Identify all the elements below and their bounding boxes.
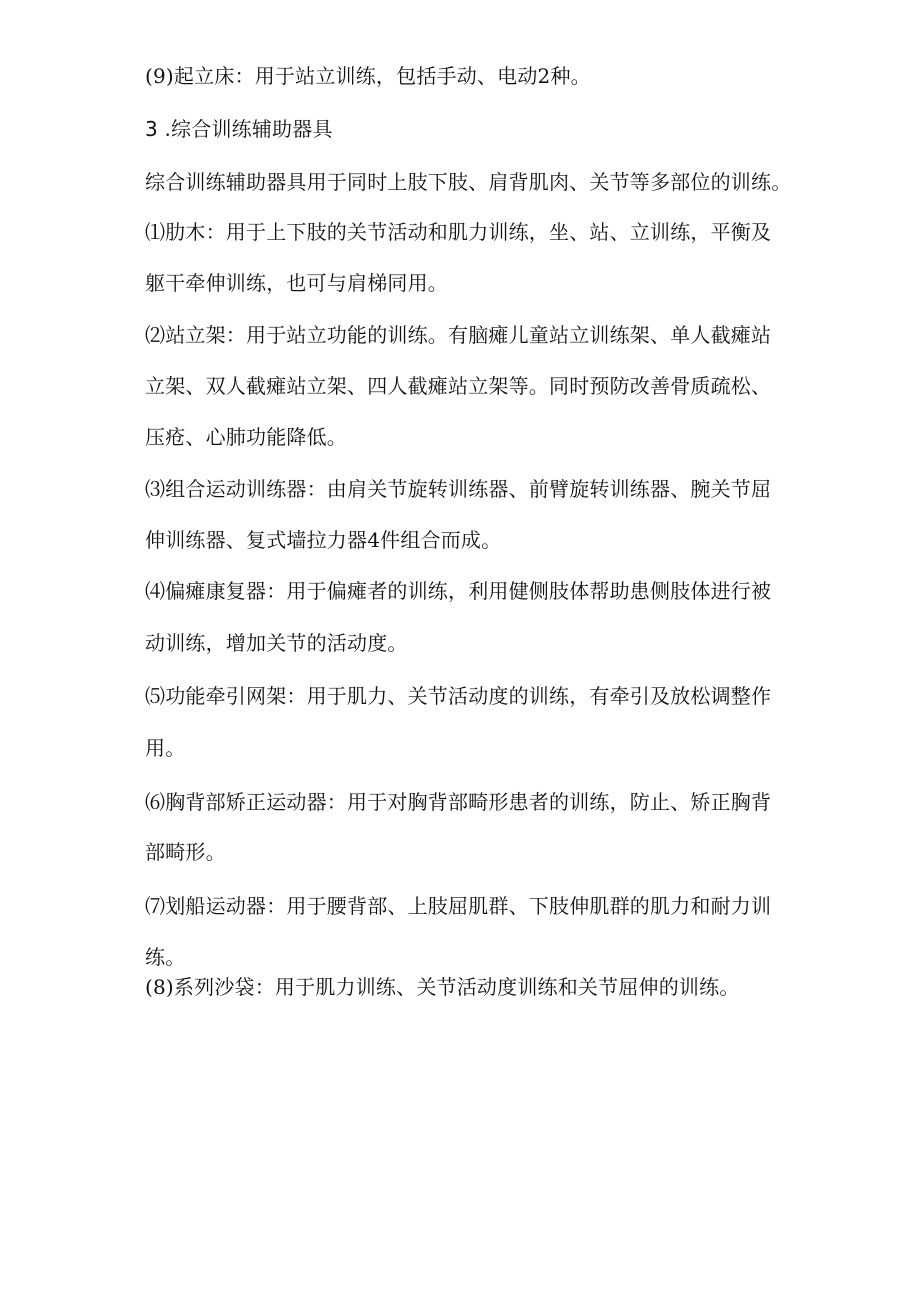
list-item-1-line-1: ⑴肋木：用于上下肢的关节活动和肌力训练，坐、站、立训练，平衡及 (145, 220, 772, 244)
section-heading: 3 .综合训练辅助器具 (145, 117, 333, 141)
list-item-7-line-2: 练。 (145, 945, 186, 969)
list-item-5-line-1: ⑸功能牵引网架：用于肌力、关节活动度的训练，有牵引及放松调整作 (145, 684, 772, 708)
list-item-4-line-2: 动训练，增加关节的活动度。 (145, 631, 408, 655)
section-intro-paragraph: 综合训练辅助器具用于同时上肢下肢、肩背肌肉、关节等多部位的训练。 (145, 170, 792, 194)
list-item-3-line-1: ⑶组合运动训练器：由肩关节旋转训练器、前臂旋转训练器、腕关节屈 (145, 477, 772, 501)
list-item-1-line-2: 躯干牵伸训练，也可与肩梯同用。 (145, 271, 448, 295)
list-item-5-line-2: 用。 (145, 736, 186, 760)
list-item-3-line-2: 伸训练器、复式墙拉力器4件组合而成。 (145, 528, 502, 552)
list-item-6-line-1: ⑹胸背部矫正运动器：用于对胸背部畸形患者的训练，防止、矫正胸背 (145, 790, 772, 814)
list-item-2-line-1: ⑵站立架：用于站立功能的训练。有脑瘫儿童站立训练架、单人截瘫站 (145, 323, 772, 347)
list-item-6-line-2: 部畸形。 (145, 840, 226, 864)
list-item-2-line-3: 压疮、心肺功能降低。 (145, 425, 347, 449)
list-item-4-line-1: ⑷偏瘫康复器：用于偏瘫者的训练，利用健侧肢体帮助患侧肢体进行被 (145, 579, 772, 603)
list-item-7-line-1: ⑺划船运动器：用于腰背部、上肢屈肌群、下肢伸肌群的肌力和耐力训 (145, 894, 772, 918)
list-item-8-line-1: (8)系列沙袋：用于肌力训练、关节活动度训练和关节屈伸的训练。 (145, 975, 740, 999)
list-item-9-standing-bed: (9)起立床：用于站立训练，包括手动、电动2种。 (145, 64, 591, 88)
list-item-2-line-2: 立架、双人截瘫站立架、四人截瘫站立架等。同时预防改善骨质疏松、 (145, 374, 772, 398)
